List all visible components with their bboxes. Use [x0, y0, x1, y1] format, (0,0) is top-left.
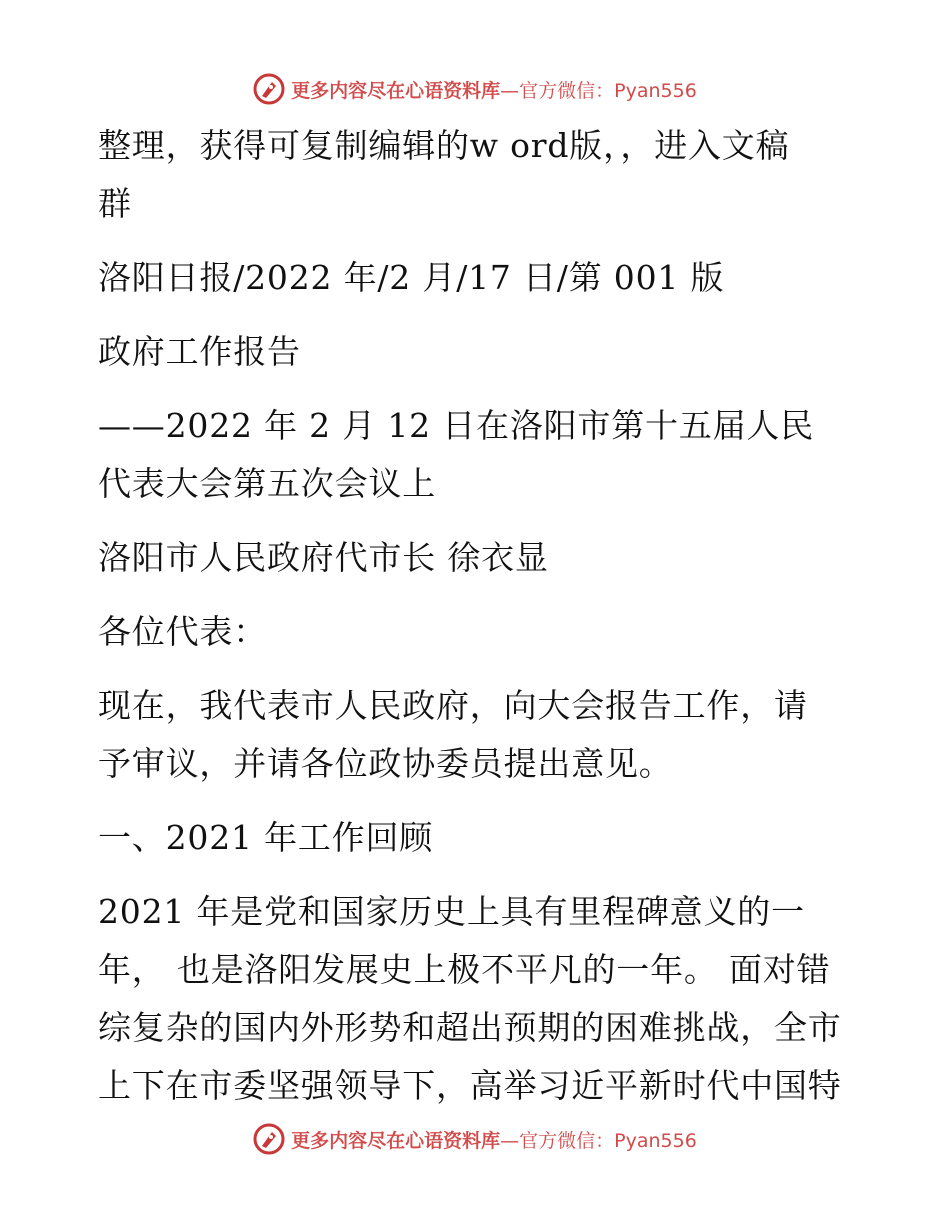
document-line: 整理，获得可复制编辑的w ord版，，进入文稿: [98, 126, 790, 165]
document-line: 综复杂的国内外形势和超出预期的困难挑战，全市: [98, 1008, 842, 1047]
header-watermark: [0, 72, 950, 106]
document-line: 一、2021 年工作回顾: [98, 818, 434, 857]
document-line: ——2022 年 2 月 12 日在洛阳市第十五届人民: [98, 406, 815, 445]
document-line: 年， 也是洛阳发展史上极不平凡的一年。 面对错: [98, 950, 831, 989]
document-line: 代表大会第五次会议上: [98, 464, 436, 503]
watermark-brand: 更多内容尽在心语资料库: [291, 1129, 501, 1152]
watermark-contact: —官方微信：Pyan556: [500, 1129, 697, 1152]
pen-nib-logo-icon: [253, 73, 285, 105]
document-line: 洛阳日报/2022 年/2 月/17 日/第 001 版: [98, 258, 725, 297]
document-line: 政府工作报告: [98, 332, 301, 371]
document-line: 群: [98, 184, 132, 223]
footer-watermark: [0, 1122, 950, 1156]
document-line: 予审议，并请各位政协委员提出意见。: [98, 744, 673, 783]
document-line: 2021 年是党和国家历史上具有里程碑意义的一: [98, 892, 805, 931]
document-line: 现在，我代表市人民政府，向大会报告工作，请: [98, 686, 808, 725]
document-line: 洛阳市人民政府代市长 徐衣显: [98, 538, 549, 577]
pen-nib-logo-icon: [253, 1123, 285, 1155]
watermark-contact: —官方微信：Pyan556: [500, 79, 697, 102]
watermark-brand: 更多内容尽在心语资料库: [291, 79, 501, 102]
document-line: 各位代表：: [98, 612, 267, 651]
document-line: 上下在市委坚强领导下，高举习近平新时代中国特: [98, 1066, 842, 1105]
